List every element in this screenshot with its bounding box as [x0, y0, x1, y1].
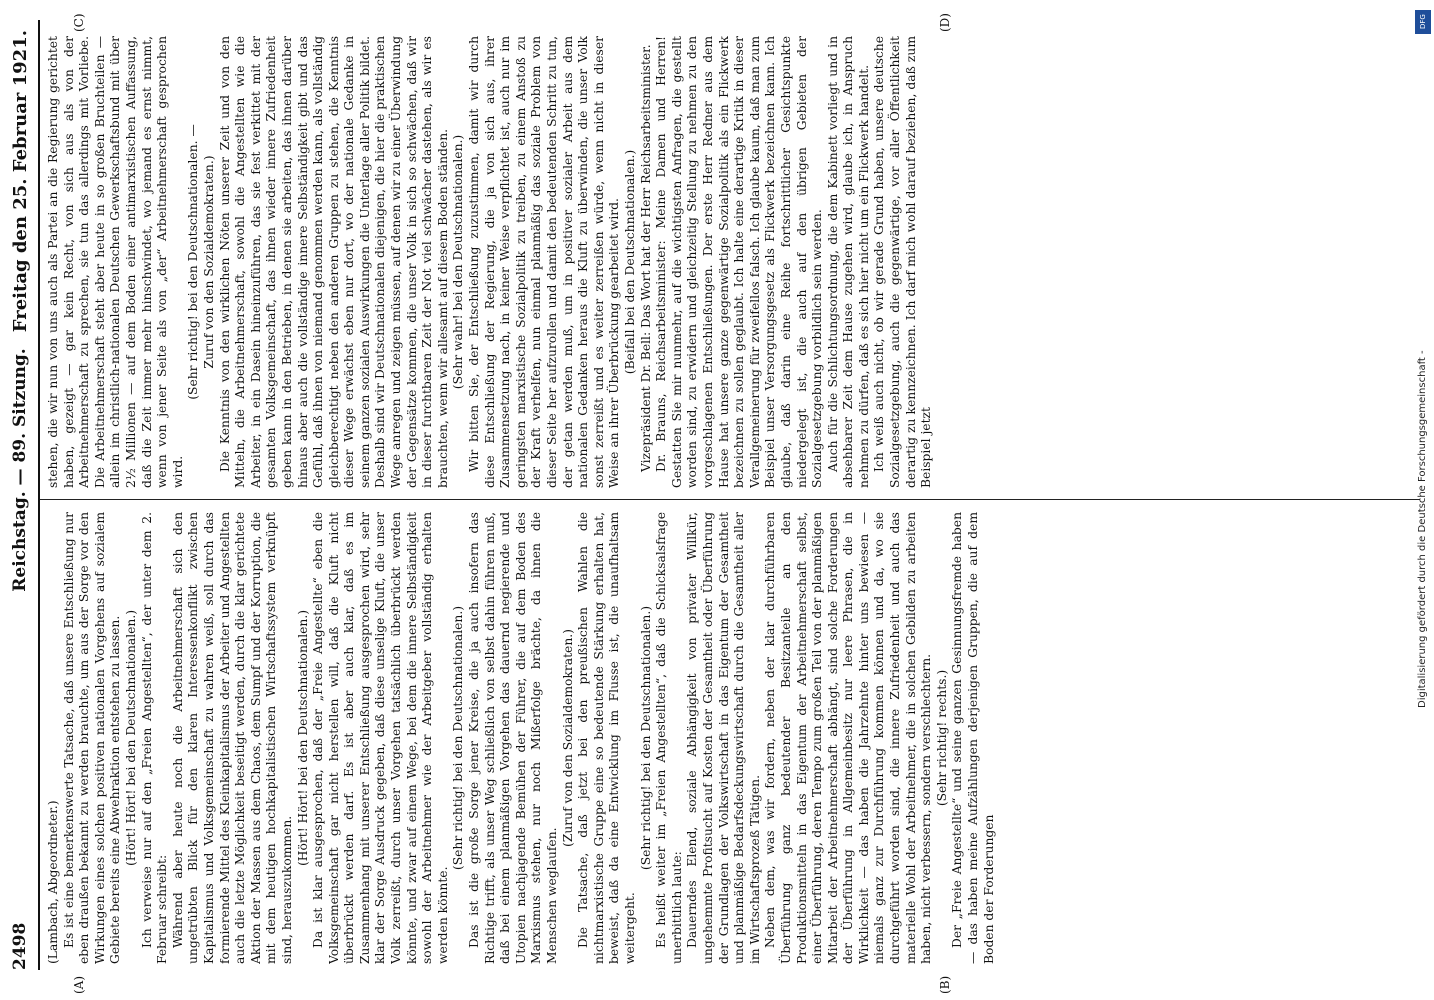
paragraph: Wir bitten Sie, der Entschließung zuzustimmen, damit wir durch diese Entschließung der Regierung, die ja von sich aus, ihrer Zusammensetzung nach, in keiner Weise verpflichtet ist, auch nur im geringsten marxistische Sozialpolitik zu treiben, zu einem Anstoß zu der Kraft verhelfen, nun einmal planmäßig das soziale Problem von dieser Seite her aufzurollen und damit den bedeutenden Schritt zu tun, der getan werden muß, um in positiver sozialer Arbeit aus dem nationalen Gedanken heraus die Kluft zu überwinden, die unser Volk sonst zerreißt und es weiter zerreißen würde, wenn nicht in dieser Weise an ihrer Überbrückung gearbeitet wird.: [467, 36, 622, 488]
margin-mark-a: (A): [72, 975, 86, 994]
margin-mark-c: (C): [72, 13, 86, 32]
paragraph: (Lambach, Abgeordneter.): [46, 800, 60, 964]
column-rule: [40, 499, 1420, 500]
paragraph: Neben dem, was wir fordern, neben der klar durchführbaren Überführung ganz bedeutender Besitzanteile an den Produktionsmitteln in das Eigentum der Arbeitnehmerschaft selbst, einer Überführung, deren Tempo zum großen Teil von der planmäßigen Mitarbeit der Arbeitnehmerschaft abhängt, sind solche Forderungen der Überführung in Allgemeinbesitz nur leere Phrasen, die in Wirklichkeit — das haben die Jahrzehnte hinter uns bewiesen — niemals ganz zur Durchführung kommen können und da, wo sie durchgeführt worden sind, die innere Zufriedenheit und auch das materielle Wohl der Arbeitnehmer, die in solchen Gebilden zu arbeiten haben, nicht verbessern, sondern verschlechtern.: [763, 512, 934, 964]
dfg-logo: DFG: [1415, 10, 1431, 34]
session-date: Freitag den 25. Februar 1921.: [10, 30, 31, 333]
credit-text: Digitalisierung gefördert durch die Deutsche Forschungsgemeinschaft -: [1417, 350, 1428, 708]
interjection: (Zuruf von den Sozialdemokraten.): [560, 629, 575, 847]
right-column: [46, 36, 1426, 488]
margin-mark-d: (D): [938, 13, 952, 32]
paragraph: Die Tatsache, daß jetzt bei den preußischen Wahlen die nichtmarxistische Gruppe eine so bedeutende Stärkung erhalten hat, beweist, daß da eine Entwicklung im Flusse ist, die unaufhaltsam weitergeht.: [576, 512, 637, 964]
paragraph: stehen, die wir nun von uns auch als Partei an die Regierung gerichtet haben, gezeigt — gar kein Recht, von sich aus als von der Arbeitnehmerschaft zu sprechen, sie tun das allerdings mit Vorliebe. Die Arbeitnehmerschaft steht aber heute in so großen Bruchteilen — allein im christlich-nationalen Deutschen Gewerkschaftsbund mit über 2½ Millionen — auf dem Boden einer antimarxistischen Auffassung, daß die Zeit immer mehr hinschwindet, wo jemand es ernst nimmt, wenn von jener Seite als von „der“ Arbeitnehmerschaft gesprochen wird.: [46, 36, 185, 488]
paragraph: Da ist klar ausgesprochen, daß der „Freie Angestellte“ eben die Volksgemeinschaft gar nicht herstellen will, daß die Kluft nicht überbrückt werden darf. Es ist aber auch klar, daß es im Zusammenhang mit unserer Entschließung ausgesprochen wird, sehr klar der Sorge Ausdruck gegeben, daß diese unselige Kluft, die unser Volk zerreißt, durch unser Vorgehen tatsächlich überbrückt werden könnte, und zwar auf einem Wege, bei dem die innere Selbständigkeit sowohl der Arbeitnehmer wie der Arbeitgeber vollständig erhalten werden könnte.: [311, 512, 450, 964]
interjection: (Sehr richtig! bei den Deutschnationalen. —: [186, 124, 201, 400]
interjection: (Hört! Hört! bei den Deutschnationalen.): [123, 609, 138, 867]
quotation: Während aber heute noch die Arbeitnehmerschaft sich den ungetrübten Blick für den klaren Interessenkonflikt zwischen Kapitalismus und Volksgemeinschaft zu wahren weiß, soll durch das formierende Mittel des Kleinkapitalismus der Arbeiter und Angestellten auch die letzte Möglichkeit beseitigt werden, durch die klar gerichtete Aktion der Massen aus dem Chaos, dem Sumpf und der Korruption, die mit dem heutigen hochkapitalistischen Wirtschaftssystem verknüpft sind, herauszukommen.: [170, 512, 294, 964]
interjection: Zuruf von den Sozialdemokraten.): [201, 155, 216, 369]
paragraph: Es ist eine bemerkenswerte Tatsache, daß unsere Entschließung nur eben draußen bekannt zu werden brauchte, um aus der Sorge vor den Wirkungen eines solchen positiven nationalen Vorgehens auf sozialem Gebiete bereits eine Abwehraktion entstehen zu lassen.: [61, 512, 123, 964]
session-title: Reichstag. — 89. Sitzung.: [10, 348, 30, 592]
interjection: (Sehr richtig! rechts.): [934, 669, 949, 807]
paragraph: Vizepräsident Dr. Bell: Das Wort hat der Herr Reichsarbeitsminister.: [638, 44, 653, 472]
page-number: 2498: [10, 922, 30, 970]
interjection: (Sehr richtig! bei den Deutschnationalen.): [451, 605, 466, 871]
paragraph: Auch für die Schlichtungsordnung, die dem Kabinett vorliegt und in absehbarer Zeit dem Hause zugehen wird, glaube ich, in Anspruch nehmen zu dürfen, daß es sich hier nicht um ein Flickwerk handelt.: [825, 36, 871, 488]
paragraph: Der „Freie Angestellte“ und seine ganzen Gesinnungsfremde haben — das haben meine Aufzählungen derjenigen Gruppen, die auf dem Boden der Forderungen: [950, 512, 996, 964]
interjection: (Sehr wahr! bei den Deutschnationalen.): [451, 134, 466, 390]
interjection: (Beifall bei den Deutschnationalen.): [622, 149, 637, 375]
running-header: [0, 0, 40, 1000]
paragraph: Dr. Brauns, Reichsarbeitsminister: Meine Damen und Herren! Gestatten Sie mir nunmehr, auf die wichtigsten Anfragen, die gestellt worden sind, zu erwidern und gleichzeitig Stellung zu nehmen zu den vorgeschlagenen Entschließungen. Der erste Herr Redner aus dem Hause hat unsere ganze gegenwärtige Sozialpolitik als ein Flickwerk bezeichnen zu sollen geglaubt. Ich halte eine derartige Kritik in dieser Verallgemeinerung für zweifellos falsch. Ich glaube kaum, daß man zum Beispiel unser Versorgungsgesetz als Flickwerk bezeichnen kann. Ich glaube, daß darin eine Reihe fortschrittlicher Gesichtspunkte niedergelegt ist, die auch auf den übrigen Gebieten der Sozialgesetzgebung vorbildlich sein werden.: [654, 36, 825, 488]
paragraph: Es heißt weiter im „Freien Angestellten“, daß die Schicksalsfrage unerbittlich laute:: [654, 512, 684, 964]
quotation: Dauerndes Elend, soziale Abhängigkeit von privater Willkür, ungehemmte Profitsucht auf Kosten der Gesamtheit oder Überführung der Grundlagen der Volkswirtschaft in das Eigentum der Gesamtheit und planmäßige Bedarfsdeckungswirtschaft durch die Gesamtheit aller im Wirtschaftsprozeß Tätigen.: [685, 512, 762, 964]
paragraph: Ich verweise nur auf den „Freien Angestellten“, der unter dem 2. Februar schreibt:: [139, 512, 170, 964]
margin-mark-b: (B): [938, 975, 952, 994]
left-column: [46, 512, 1426, 964]
header-rule: [38, 20, 40, 970]
paragraph: Ich weiß auch nicht, ob wir gerade Grund haben, unsere deutsche Sozialgesetzgebung, auch die gegenwärtige, vor aller Öffentlichkeit derartig zu kennzeichnen. Ich darf mich wohl darauf beziehen, daß zum Beispiel jetzt: [872, 36, 934, 488]
paragraph: Die Kenntnis von den wirklichen Nöten unserer Zeit und von den Mitteln, die Arbeitnehmerschaft, sowohl die Angestellten wie die Arbeiter, in ein Dasein hineinzuführen, das sie fest verkittet mit der gesamten Volksgemeinschaft, das ihnen wieder innere Zufriedenheit geben kann in den Betrieben, in denen sie arbeiten, das ihnen darüber hinaus aber auch die vollständige innere Selbständigkeit gibt und das Gefühl, daß ihnen von niemand genommen werden kann, als vollständig gleichberechtigt neben den anderen Gruppen zu stehen, die Kenntnis dieser Wege erwächst eben nur dort, wo der nationale Gedanke in seinem ganzen sozialen Auswirkungen die Unterlage aller Politik bildet. Deshalb sind wir Deutschnationalen diejenigen, die hier die praktischen Wege anregen und zeigen müssen, auf denen wir zu einer Überwindung der Gegensätze kommen, die unser Volk in sich so schwächen, daß wir in dieser furchtbaren Zeit der Not viel schwächer dastehen, als wir es brauchten, wenn wir allesamt auf diesem Boden ständen.: [217, 36, 450, 488]
interjection: (Hört! Hört! bei den Deutschnationalen.): [295, 609, 310, 867]
digitization-credit: [1412, 8, 1434, 708]
paragraph: Das ist die große Sorge jener Kreise, die ja auch insofern das Richtige trifft, als unser Weg schließlich von selbst dahin führen muß, daß bei einem planmäßigen Vorgehen das dauernd negierende und Utopien nachjagende Bemühen der Führer, die auf dem Boden des Marxismus stehen, nur noch Mißerfolge brächte, da ihnen die Menschen weglaufen.: [467, 512, 559, 964]
interjection: (Sehr richtig! bei den Deutschnationalen.): [638, 605, 653, 871]
